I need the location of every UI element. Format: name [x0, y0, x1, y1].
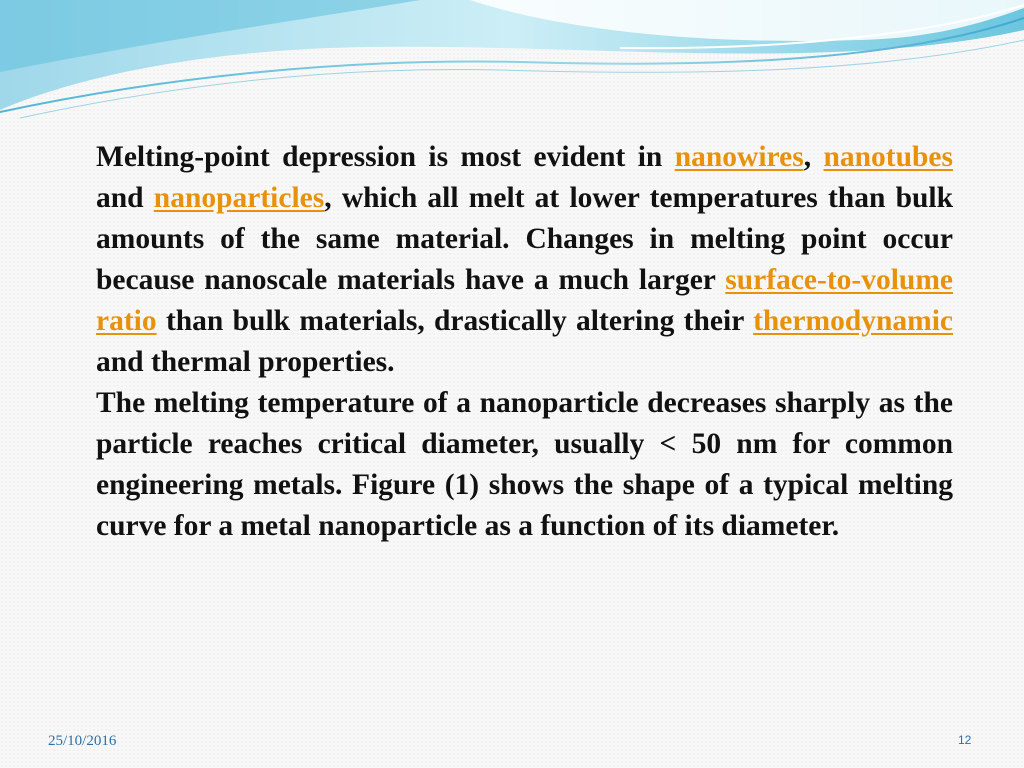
header-wave-decoration: [0, 0, 1024, 120]
slide-body-text: [96, 137, 953, 547]
paragraph-melting-point-depression: [96, 137, 953, 383]
text-segment: than bulk materials, drastically altering their: [156, 305, 754, 337]
footer-page-number: 12: [958, 733, 972, 747]
link-nanoparticles[interactable]: nanoparticles: [153, 182, 325, 214]
text-segment: Melting-point depression is most evident in: [96, 141, 675, 173]
text-segment: ,: [803, 141, 824, 173]
text-segment: and thermal properties.: [96, 346, 395, 378]
paragraph-melting-temperature: The melting temperature of a nanoparticle decreases sharply as the particle reaches critical diameter, usually < 50 nm for common engineering metals. Figure (1) shows the shape of a typical melting curve for a metal nanoparticle as a function of its diameter.: [96, 387, 953, 542]
footer-date: 25/10/2016: [48, 733, 117, 749]
text-segment: and: [96, 182, 154, 214]
text-segment: , which all melt at lower temperatures than bulk amounts of the same material. Changes in melting point occur because nanoscale materials have a much larger: [96, 182, 953, 296]
link-surface-to-volume-ratio[interactable]: surface-to-volume ratio: [96, 264, 953, 337]
link-nanowires[interactable]: nanowires: [674, 141, 804, 173]
link-thermodynamic[interactable]: thermodynamic: [753, 305, 953, 337]
link-nanotubes[interactable]: nanotubes: [823, 141, 954, 173]
